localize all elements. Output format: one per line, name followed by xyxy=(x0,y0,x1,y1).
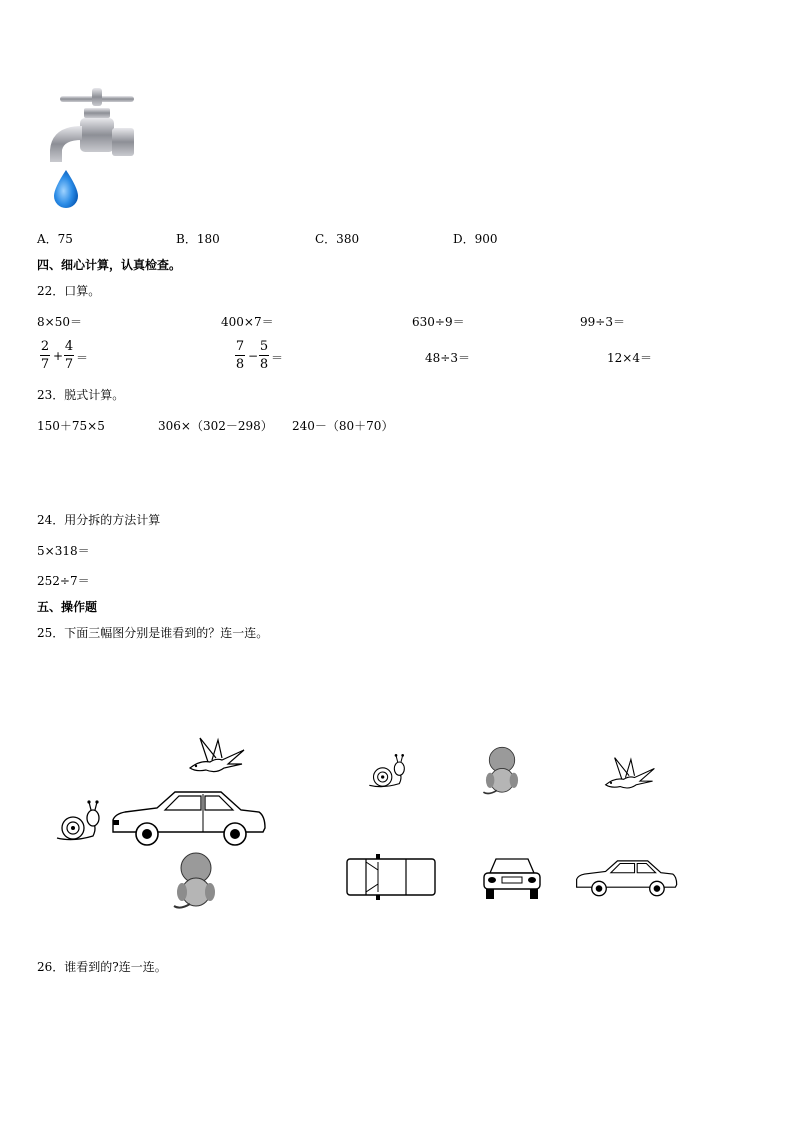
swallow-icon xyxy=(186,734,248,776)
car-front-icon xyxy=(480,855,544,901)
option-a: A．75 xyxy=(37,232,73,246)
q22-item-8: 12×4＝ xyxy=(607,351,652,365)
section-5-title: 五、操作题 xyxy=(37,600,98,614)
q23-item-1: 150＋75×5 xyxy=(37,419,105,433)
car-top-icon xyxy=(344,854,438,900)
minus-sign: − xyxy=(248,349,259,363)
fraction-2-7 xyxy=(40,339,50,372)
q24-title: 24．用分拆的方法计算 xyxy=(37,513,161,527)
q22-item-4: 99÷3＝ xyxy=(580,315,625,329)
snail-icon xyxy=(53,798,101,846)
denominator: 7 xyxy=(64,357,74,372)
denominator: 7 xyxy=(40,357,50,372)
plus-sign: + xyxy=(53,349,64,363)
q22-title: 22．口算。 xyxy=(37,284,101,298)
car-side-icon xyxy=(574,855,678,901)
snail-icon xyxy=(366,750,406,794)
fraction-5-8 xyxy=(259,339,269,372)
q22-item-1: 8×50＝ xyxy=(37,315,82,329)
numerator: 7 xyxy=(235,339,245,354)
q22-item-2: 400×7＝ xyxy=(221,315,274,329)
monkey-back-icon xyxy=(480,742,524,800)
numerator: 2 xyxy=(40,339,50,354)
option-c: C．380 xyxy=(315,232,360,246)
denominator: 8 xyxy=(259,357,269,372)
section-4-title: 四、细心计算，认真检查。 xyxy=(37,258,182,272)
denominator: 8 xyxy=(235,357,245,372)
swallow-icon xyxy=(602,754,658,792)
q23-item-3: 240－（80＋70） xyxy=(292,419,394,433)
numerator: 5 xyxy=(259,339,269,354)
q24-item-1: 5×318＝ xyxy=(37,544,90,558)
q23-title: 23．脱式计算。 xyxy=(37,388,125,402)
equals-sign: ＝ xyxy=(76,351,89,365)
q26-title: 26．谁看到的?连一连。 xyxy=(37,960,167,974)
numerator: 4 xyxy=(64,339,74,354)
equals-sign: ＝ xyxy=(271,351,284,365)
q24-item-2: 252÷7＝ xyxy=(37,574,90,588)
q25-title: 25．下面三幅图分别是谁看到的？连一连。 xyxy=(37,626,269,640)
faucet-icon xyxy=(40,84,145,216)
fraction-4-7 xyxy=(64,339,74,372)
option-b: B．180 xyxy=(176,232,220,246)
q23-item-2: 306×（302－298） xyxy=(158,419,273,433)
option-d: D．900 xyxy=(453,232,498,246)
q22-item-3: 630÷9＝ xyxy=(412,315,465,329)
fraction-7-8 xyxy=(235,339,245,372)
car-side-icon xyxy=(109,786,267,850)
q22-item-7: 48÷3＝ xyxy=(425,351,470,365)
monkey-back-icon xyxy=(170,850,222,912)
